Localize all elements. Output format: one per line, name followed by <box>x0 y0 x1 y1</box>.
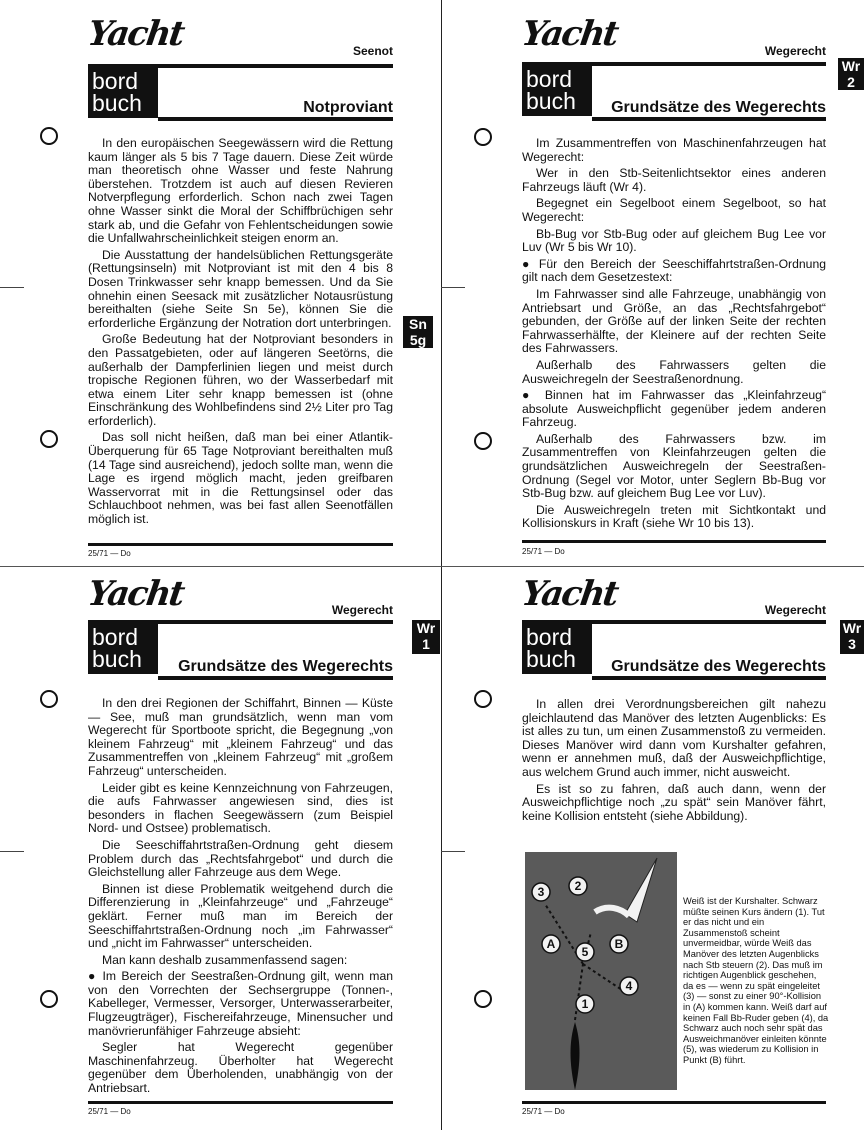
diagram-marker-label: 4 <box>625 979 633 993</box>
course-line <box>583 964 625 992</box>
diagram-caption: Weiß ist der Kurshalter. Schwarz müßte seinen Kurs ändern (1). Tut er das nicht und ein Zusammenstoß scheint unvermeidbar, würde Weiß das Manöver des letzten Augenblicks nach Stb steuern (2). Das muß im richtigen Augenblick geschehen, da es — wenn zu spät eingeleitet (3) — sonst zu einer 90°-Kollision in (A) kommen kann. Weiß darf auf keinen Fall Bb-Ruder geben (4), da Schwarz auch noch sehr spät das Ausweichmanöver einleiten könnte (5), was wiederum zu Kollision in Punkt (B) führt. <box>683 896 829 1065</box>
category-label: Seenot <box>352 44 393 58</box>
paragraph: Die Seeschiffahrtstraßen-Ordnung geht diesem Problem durch das „Rechtsfahrgebot“ und durch die Gleichstellung aller Fahrzeuge aus dem Wege. <box>88 837 393 880</box>
diagram-marker-label: 1 <box>581 997 589 1011</box>
page-title: Grundsätze des Wegerechts <box>611 658 826 675</box>
footer-rule <box>522 1101 826 1104</box>
white-boat-shape <box>625 858 657 922</box>
tab-wr-1[interactable] <box>412 620 440 654</box>
footer-rule <box>88 543 393 546</box>
yacht-logo: Yacht <box>85 14 186 54</box>
bordbuch-logo <box>88 622 158 674</box>
logo-word-bord: bord <box>526 66 573 92</box>
footer-rule <box>88 1101 393 1104</box>
paragraph: Segler hat Wegerecht gegenüber Maschinenfahrzeug. Überholter hat Wegerecht gegenüber dem Überholenden, unabhängig von der Antriebsart. <box>88 1040 393 1096</box>
center-divider <box>441 0 442 1130</box>
yacht-logo: Yacht <box>519 14 620 54</box>
paragraph: Außerhalb des Fahrwassers gelten die Ausweichregeln der Seestraßenordnung. <box>522 357 826 386</box>
article-body <box>88 697 393 1099</box>
bordbuch-logo <box>522 622 592 674</box>
stb-turn-arrow <box>595 908 629 916</box>
yacht-logo: Yacht <box>519 574 620 614</box>
logo-word-buch: buch <box>526 88 576 114</box>
page-title: Notproviant <box>303 99 393 116</box>
paragraph: Das soll nicht heißen, daß man bei einer Atlantik-Überquerung für 65 Tage Notproviant bereithalten muß (14 Tage sind ausreichend), jedoch sollte man, wenn die Lage es irgend möglich macht, jeden greifbaren Wasservorrat mit in die Rettungsinsel oder das Schlauchboot nehmen, was bei fast allen Seenotfällen möglich ist. <box>88 430 393 527</box>
maneuver-diagram <box>525 852 677 1090</box>
article-body <box>522 698 826 826</box>
footer-code: 25/71 — Do <box>88 1107 131 1116</box>
punch-hole <box>474 128 492 146</box>
footer-code: 25/71 — Do <box>522 1107 565 1116</box>
tab-sn-5g[interactable] <box>403 316 433 348</box>
paragraph: In den drei Regionen der Schiffahrt, Binnen — Küste — See, muß man grundsätzlich, wenn man vom Wegerecht für Sportboote spricht, die Begegnung „von kleinem Fahrzeug“ mit „kleinem Fahrzeug“ und das Zusammentreffen von „kleinem Fahrzeug“ mit „großem Fahrzeug“ unterscheiden. <box>88 696 393 778</box>
logo-word-bord: bord <box>92 68 139 94</box>
punch-hole <box>474 990 492 1008</box>
paragraph: Binnen ist diese Problematik weitgehend durch die Differenzierung in „Kleinfahrzeuge“ und „Fahrzeuge“ geklärt. Ferner muß man im Bereich der Seeschiffahrtstraßen-Ordnung noch „im Fahrwasser“ und „nicht im Fahrwasser“ unterscheiden. <box>88 881 393 951</box>
fold-mark <box>0 851 24 852</box>
tab-wr-2[interactable] <box>838 58 864 90</box>
diagram-markers <box>532 877 638 1013</box>
logo-word-buch: buch <box>526 646 576 672</box>
category-label: Wegerecht <box>764 44 826 58</box>
title-rule <box>592 676 826 680</box>
punch-hole <box>474 690 492 708</box>
paragraph: Es ist so zu fahren, daß auch dann, wenn der Ausweichpflichtige noch „zu spät“ sein Manöver fährt, keine Kollision entsteht (siehe Abbildung). <box>522 781 826 823</box>
paragraph: Die Ausweichregeln treten mit Sichtkontakt und Kollisionskurs in Kraft (siehe Wr 10 bis 13). <box>522 502 826 531</box>
diagram-marker-label: 3 <box>537 885 545 899</box>
fold-mark <box>0 287 24 288</box>
punch-hole <box>40 430 58 448</box>
logo-word-buch: buch <box>92 90 142 116</box>
paragraph: ● Binnen hat im Fahrwasser das „Kleinfahrzeug“ absolute Ausweichpflicht gegenüber jedem anderen Fahrzeug. <box>522 388 826 430</box>
paragraph: ● Für den Bereich der Seeschiffahrtstraßen-Ordnung gilt nach dem Gesetzestext: <box>522 256 826 285</box>
tab-code: Wr <box>842 620 862 636</box>
paragraph: In allen drei Verordnungsbereichen gilt nahezu gleichlautend das Manöver des letzten Augenblicks: Es ist alles zu tun, um einen Zusammenstoß zu vermeiden. Dieses Manöver wird dann vom Kurshalter gefahren, wenn er annehmen muß, daß der Ausweichpflichtige, aus welchem Grund auch immer, nicht ausweicht. <box>522 697 826 779</box>
yacht-logo: Yacht <box>85 574 186 614</box>
tab-code: Sn <box>409 316 427 332</box>
diagram-marker-label: A <box>546 937 556 951</box>
paragraph: Man kann deshalb zusammenfassend sagen: <box>102 952 348 967</box>
bordbuch-logo <box>88 66 158 118</box>
category-label: Wegerecht <box>331 603 393 617</box>
punch-hole <box>40 690 58 708</box>
tab-code: Wr <box>841 58 861 74</box>
tab-code: Wr <box>416 620 436 636</box>
black-boat-shape <box>571 1022 580 1090</box>
tab-number: 1 <box>422 636 430 652</box>
logo-word-bord: bord <box>526 624 573 650</box>
tab-number: 5g <box>409 332 427 348</box>
page-title: Grundsätze des Wegerechts <box>178 658 393 675</box>
punch-hole <box>40 127 58 145</box>
paragraph: Begegnet ein Segelboot einem Segelboot, so hat Wegerecht: <box>522 196 826 224</box>
collision-diagram-photo <box>525 852 677 1090</box>
paragraph: Wer in den Stb-Seitenlichtsektor eines anderen Fahrzeugs läuft (Wr 4). <box>522 166 826 194</box>
paragraph: ● Im Bereich der Seestraßen-Ordnung gilt, wenn man von den Vorrechten der Sechsergruppe (Tonnen-, Kabelleger, Vermesser, Versorger, Unterwasserarbeiter, Flugzeugträger), Fischereifahrzeuge, Minensucher und manövrierunfähiger Fahrzeuge absieht: <box>88 969 393 1038</box>
article-body <box>522 137 826 534</box>
fold-mark <box>441 851 465 852</box>
diagram-marker-label: 5 <box>581 945 589 959</box>
punch-hole <box>40 990 58 1008</box>
logo-word-buch: buch <box>92 646 142 672</box>
paragraph: In den europäischen Seegewässern wird die Rettung kaum länger als 5 bis 7 Tage dauern. Diese Zeit würde man theoretisch ohne Wasser und feste Nahrung überstehen. Trotzdem ist auch auf diesen Revieren Notverpflegung erforderlich. Schon nach zwei Tagen ohne Wasser sinkt die Moral der Schiffbrüchigen sehr stark ab, und die Gefahr von Fehlentscheidungen sowie die Unfallwahrscheinlichkeit steigen enorm an. <box>88 136 393 246</box>
paragraph: Im Fahrwasser sind alle Fahrzeuge, unabhängig von Antriebsart und Größe, an das „Rechtsfahrgebot“ gebunden, der Größe auf der linken Seite der rechten Fahrwasserhälfte, der Kleinere auf der rechten Seite des Fahrwassers. <box>522 286 826 356</box>
diagram-marker-label: B <box>614 937 624 951</box>
title-rule <box>158 117 393 121</box>
bordbuch-logo <box>522 64 592 116</box>
paragraph: Große Bedeutung hat der Notproviant besonders in den Passatgebieten, oder auf längeren Seetörns, die außerhalb der Dampferlinien liegen und meist durch tropische Regionen führen, wo der Wasserbedarf mit etwa einem Liter sehr knapp bemessen ist (ohne Einschränkung des Wohlbefindens sind 2½ Liter pro Tag erforderlich). <box>88 332 393 428</box>
paragraph: Die Ausstattung der handelsüblichen Rettungsgeräte (Rettungsinseln) mit Notproviant ist mit den 4 bis 8 Dosen Trinkwasser sehr knapp bemessen. Und da Sie ohnehin einen Seesack mit zusätzlicher Notausrüstung bereithalten (siehe Seite Sn 5e), können Sie die erforderliche Ergänzung der Notration dort unterbringen. <box>88 247 393 330</box>
paragraph: Im Zusammentreffen von Maschinenfahrzeugen hat Wegerecht: <box>522 136 826 164</box>
middle-divider <box>0 566 864 567</box>
paragraph: Leider gibt es keine Kennzeichnung von Fahrzeugen, die aufs Fahrwasser angewiesen sind, dies ist besonders in flachen Seegewässern (zum Beispiel Nord- und Ostsee) problematisch. <box>88 780 393 836</box>
footer-rule <box>522 540 826 543</box>
title-rule <box>592 117 826 121</box>
paragraph: Außerhalb des Fahrwassers bzw. im Zusammentreffen von Kleinfahrzeugen gelten die grundsätzlichen Ausweichregeln der Seestraßen-Ordnung (Segel vor Motor, unter Seglern Bb-Bug vor Stb-Bug bzw. auf gleichem Bug Lee vor Luv). <box>522 431 826 501</box>
title-rule <box>158 676 393 680</box>
article-body <box>88 137 393 530</box>
tab-number: 2 <box>847 74 855 90</box>
category-label: Wegerecht <box>764 603 826 617</box>
tab-wr-3[interactable] <box>840 620 864 654</box>
fold-mark <box>441 287 465 288</box>
page-title: Grundsätze des Wegerechts <box>611 99 826 116</box>
logo-word-bord: bord <box>92 624 139 650</box>
diagram-marker-label: 2 <box>574 879 582 893</box>
punch-hole <box>474 432 492 450</box>
paragraph: Bb-Bug vor Stb-Bug oder auf gleichem Bug Lee vor Luv (Wr 5 bis Wr 10). <box>522 226 826 255</box>
tab-number: 3 <box>848 636 856 652</box>
footer-code: 25/71 — Do <box>522 547 565 556</box>
footer-code: 25/71 — Do <box>88 549 131 558</box>
